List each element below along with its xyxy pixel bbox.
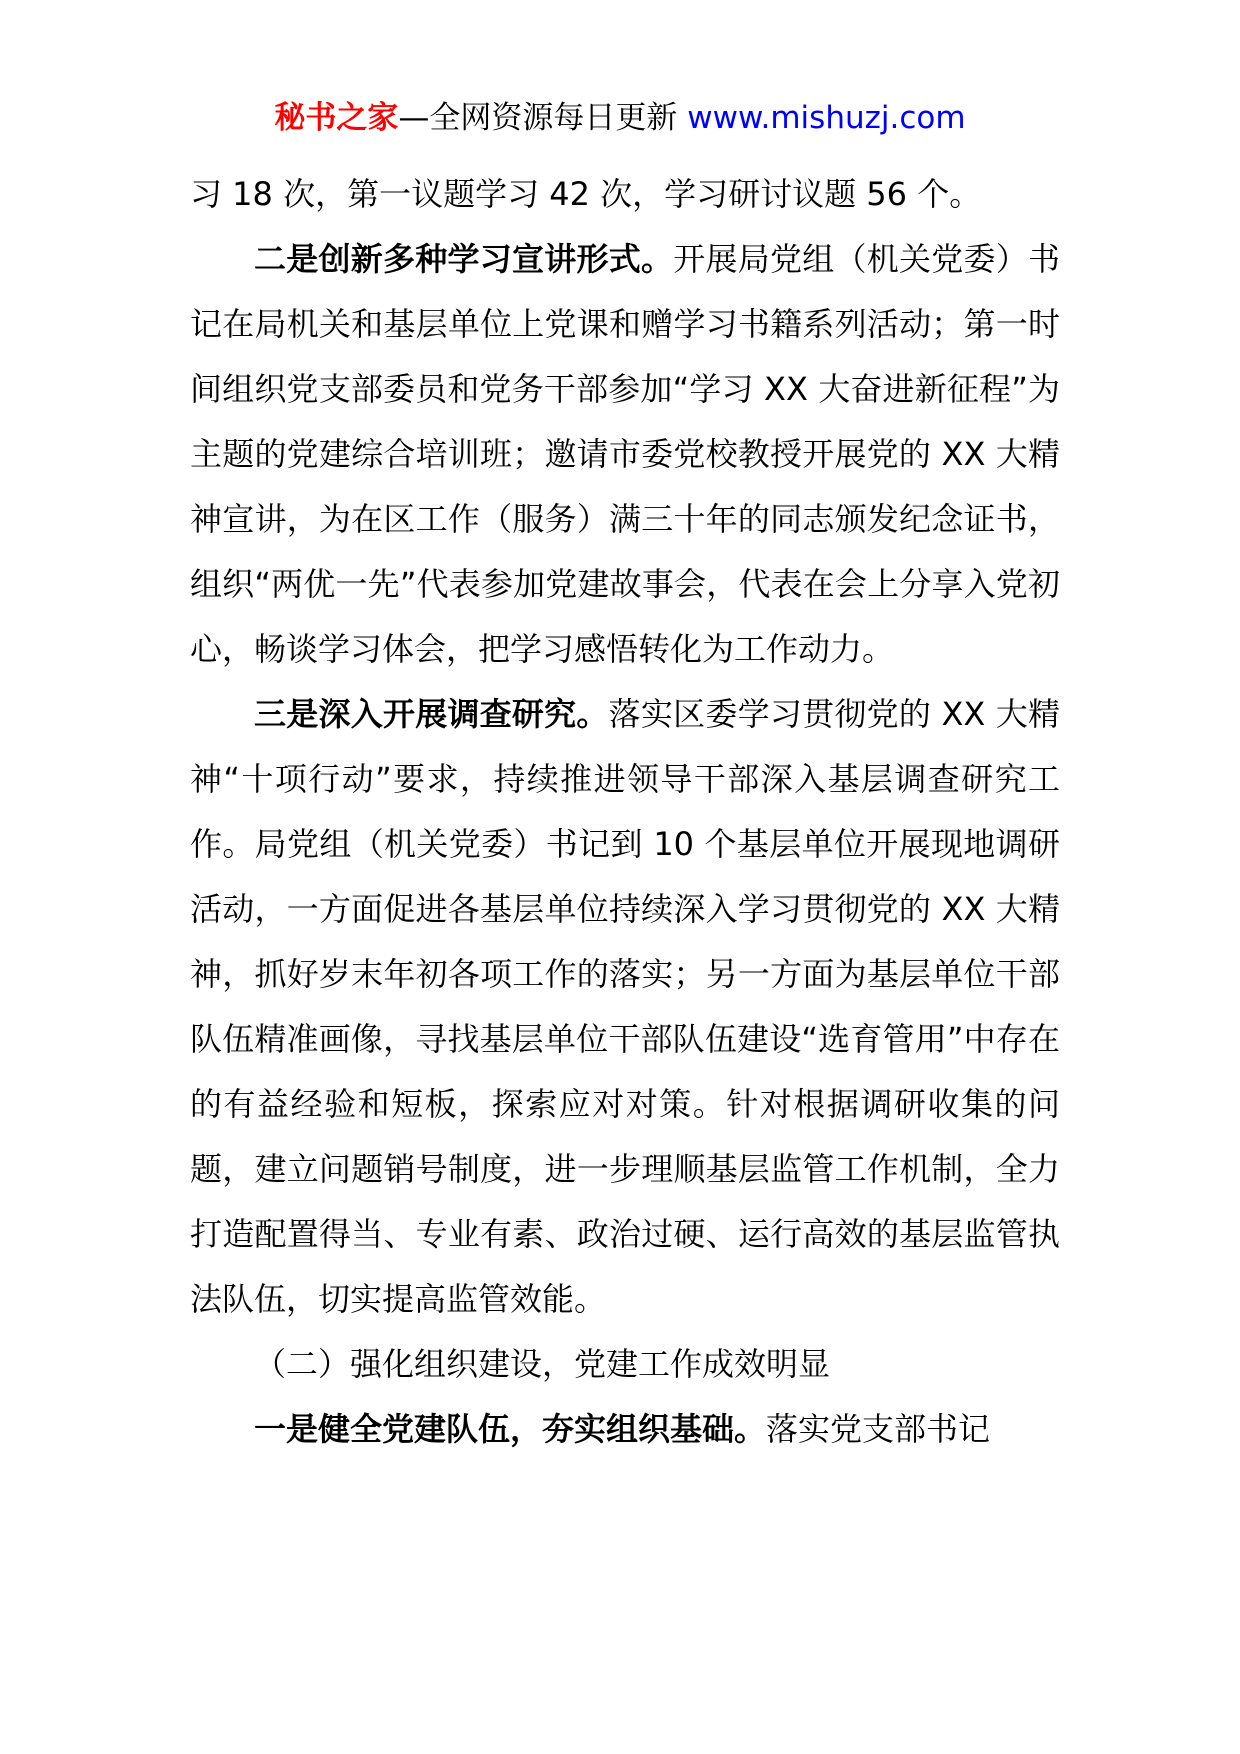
section-heading-text: （二）强化组织建设，党建工作成效明显	[254, 1345, 831, 1383]
paragraph-heading: 二是创新多种学习宣讲形式。	[254, 240, 674, 278]
paragraph-heading: 三是深入开展调查研究。	[254, 695, 609, 733]
paragraph-continuation	[190, 162, 1060, 227]
paragraph-research	[190, 682, 1060, 1332]
section-heading	[190, 1332, 1060, 1397]
paragraph-text: 开展局党组（机关党委）书记在局机关和基层单位上党课和赠学习书籍系列活动；第一时间组织党支部委员和党务干部参加“学习 XX 大奋进新征程”为主题的党建综合培训班；邀请市委党校教授开展党的 XX 大精神宣讲，为在区工作（服务）满三十年的同志颁发纪念证书，组织“两优一先”代表参加党建故事会，代表在会上分享入党初心，畅谈学习体会，把学习感悟转化为工作动力。	[190, 240, 1060, 668]
document-body	[190, 162, 1060, 1462]
paragraph-heading: 一是健全党建队伍，夯实组织基础。	[254, 1410, 767, 1448]
paragraph-text: 落实党支部书记	[766, 1410, 991, 1448]
brand-name: 秘书之家	[274, 100, 399, 136]
paragraph-text: 落实区委学习贯彻党的 XX 大精神“十项行动”要求，持续推进领导干部深入基层调查研究工作。局党组（机关党委）书记到 10 个基层单位开展现地调研活动，一方面促进各基层单位持续深入学习贯彻党的 XX 大精神，抓好岁末年初各项工作的落实；另一方面为基层单位干部队伍精准画像，寻找基层单位干部队伍建设“选育管用”中存在的有益经验和短板，探索应对对策。针对根据调研收集的问题，建立问题销号制度，进一步理顺基层监管工作机制，全力打造配置得当、专业有素、政治过硬、运行高效的基层监管执法队伍，切实提高监管效能。	[190, 695, 1060, 1318]
site-url-link[interactable]: www.mishuzj.com	[687, 100, 966, 136]
paragraph-text: 习 18 次，第一议题学习 42 次，学习研讨议题 56 个。	[190, 175, 982, 213]
watermark-header	[0, 96, 1240, 140]
paragraph-party-team	[190, 1397, 1060, 1462]
header-tagline: —全网资源每日更新	[398, 100, 688, 136]
paragraph-learning-forms	[190, 227, 1060, 682]
